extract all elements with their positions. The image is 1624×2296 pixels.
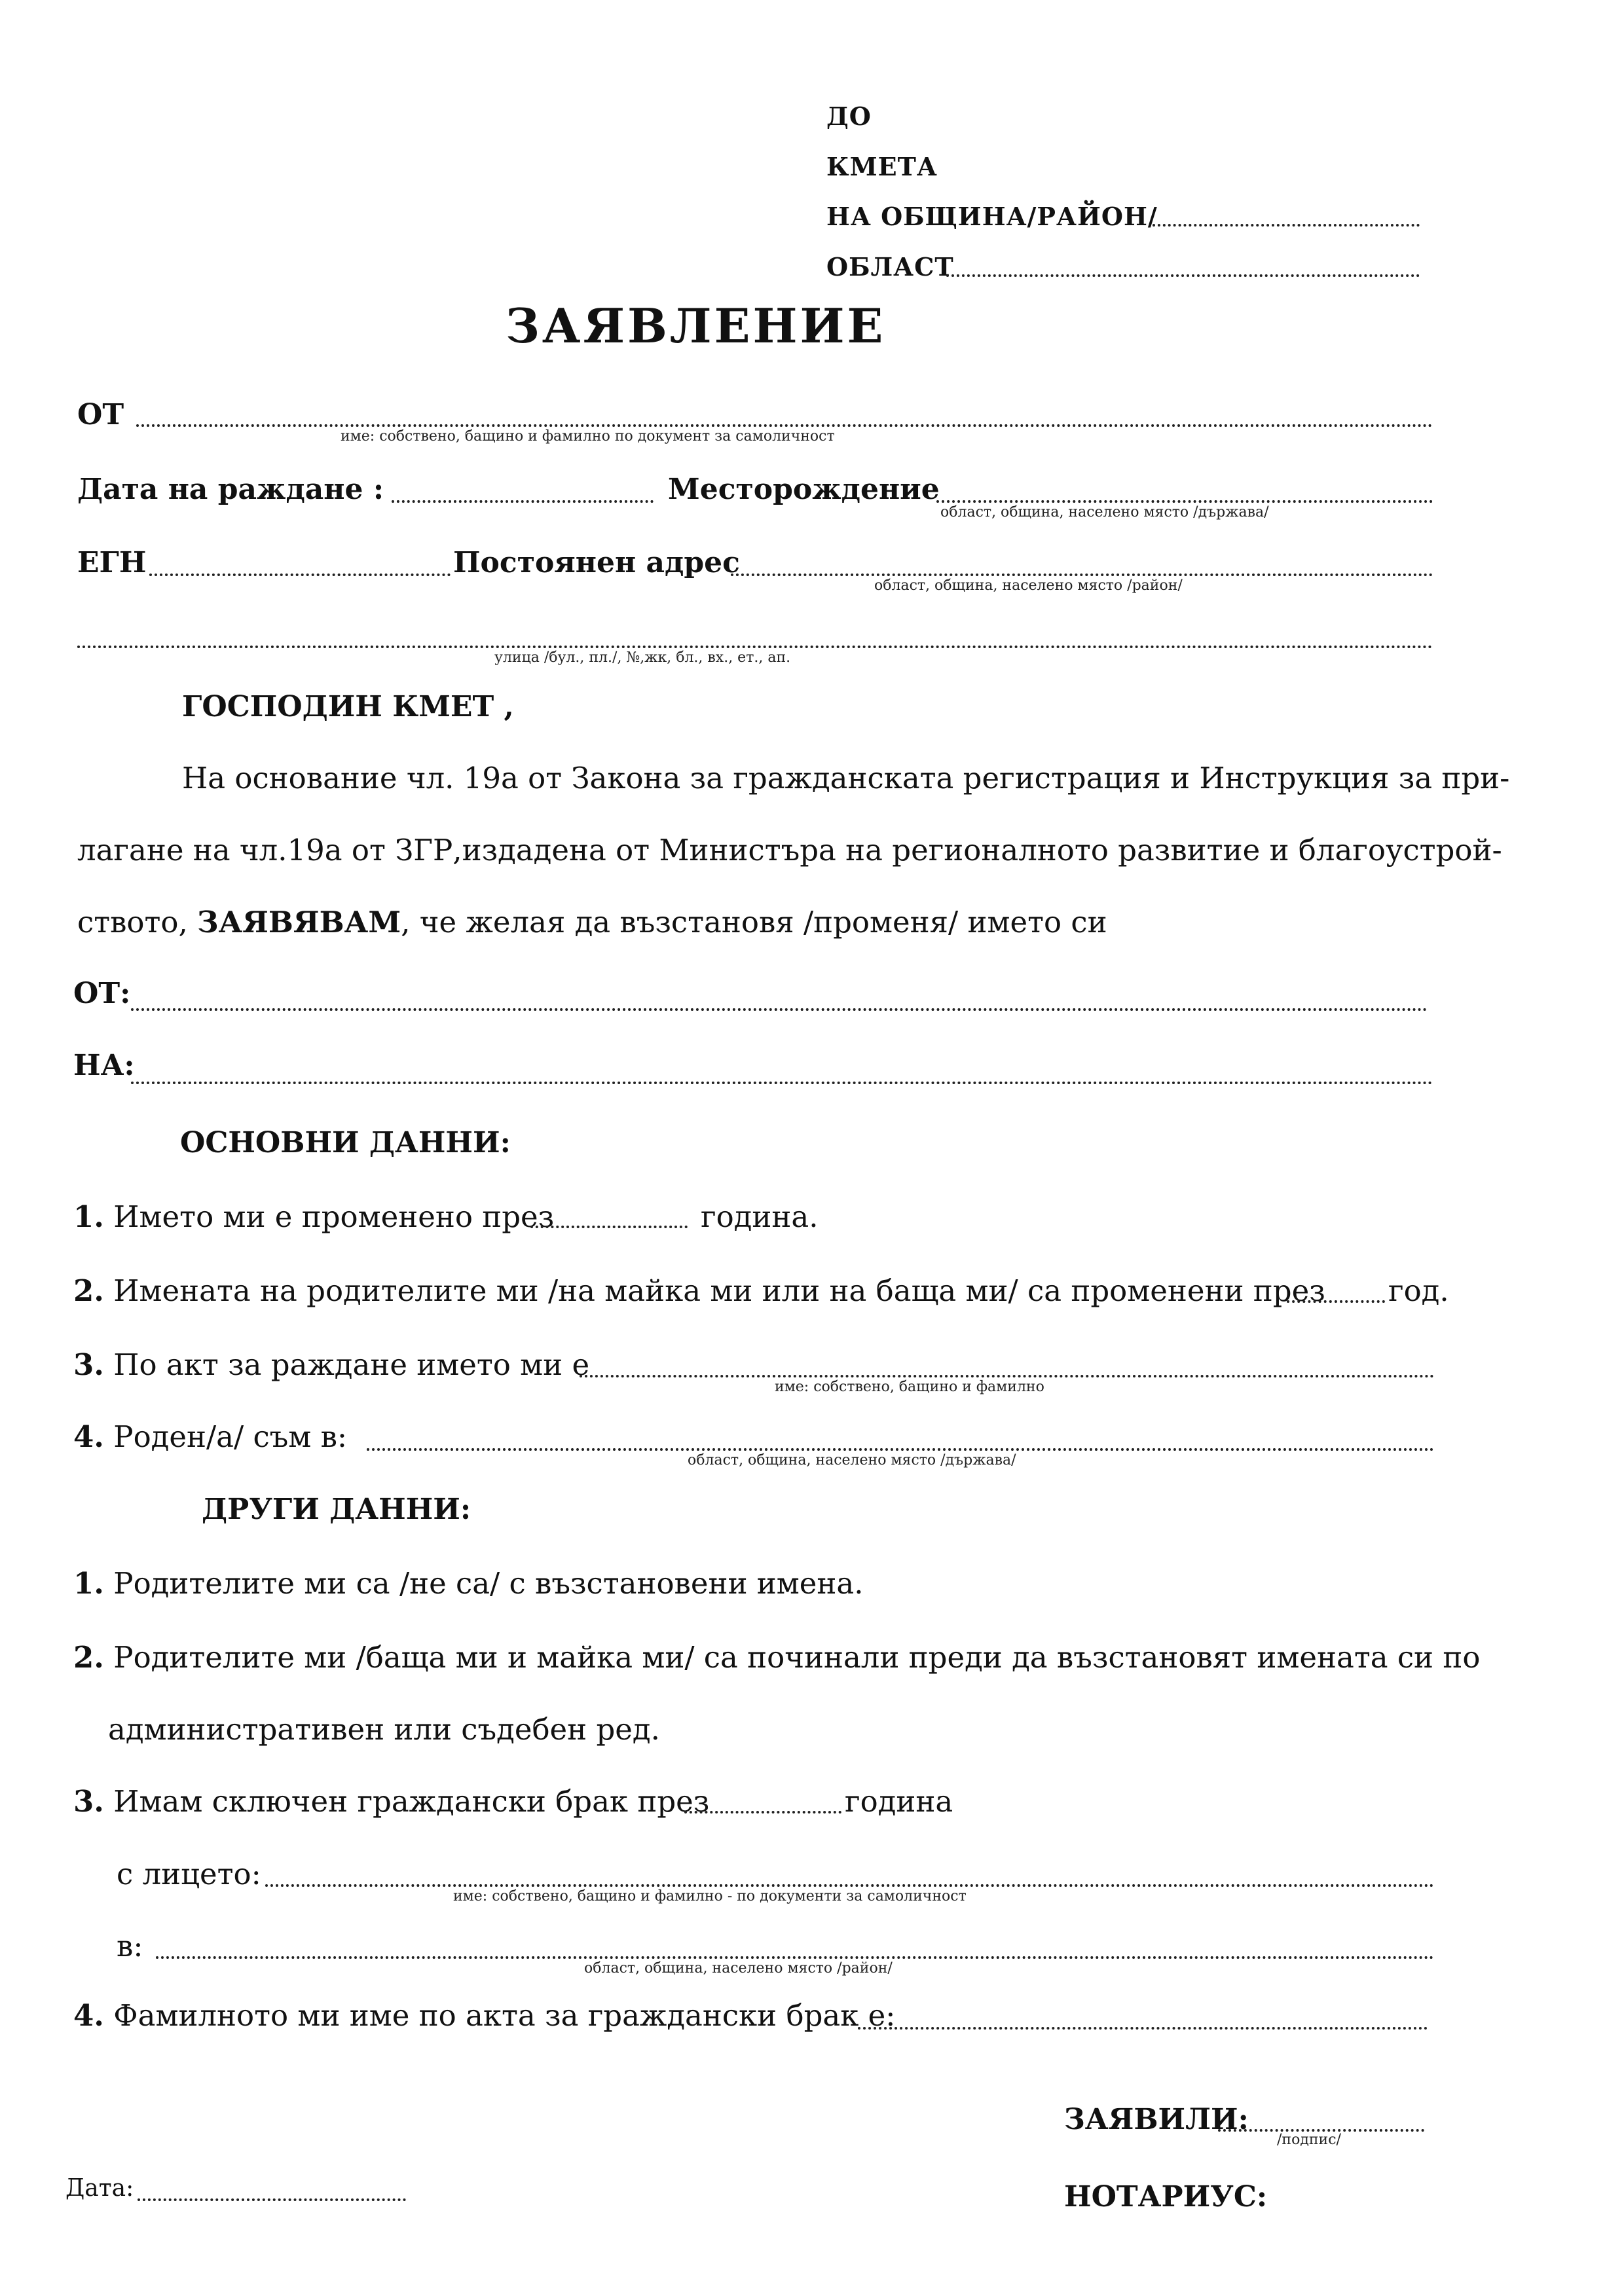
other-item-1-number: 1. bbox=[73, 1566, 104, 1601]
region-field[interactable] bbox=[946, 274, 1420, 277]
name-from-label: ОТ: bbox=[73, 977, 131, 1010]
other-item-1-text: Родителите ми са /не са/ с възстановени имена. bbox=[113, 1566, 864, 1601]
basic-item-4 bbox=[73, 1419, 347, 1454]
basic-item-1 bbox=[73, 1199, 554, 1234]
marriage-place-hint: област, община, населено място /район/ bbox=[584, 1960, 893, 1977]
addressee-line-2: КМЕТА bbox=[826, 152, 938, 181]
egn-field[interactable] bbox=[149, 574, 451, 576]
date-field[interactable] bbox=[138, 2198, 406, 2201]
born-in-hint: област, община, населено място /държава/ bbox=[688, 1452, 1016, 1468]
body-line-3-start: ството, bbox=[77, 905, 188, 939]
body-line-3 bbox=[77, 905, 1107, 939]
basic-item-3-number: 3. bbox=[73, 1347, 104, 1382]
address-hint: област, община, населено място /район/ bbox=[874, 577, 1183, 594]
birth-act-name-field[interactable] bbox=[580, 1375, 1434, 1377]
declare-word: ЗАЯВЯВАМ bbox=[197, 905, 401, 939]
other-item-4 bbox=[73, 1998, 895, 2033]
basic-item-2 bbox=[73, 1273, 1325, 1308]
addressee-line-3: НА ОБЩИНА/РАЙОН/ bbox=[826, 202, 1158, 231]
marriage-surname-field[interactable] bbox=[858, 2027, 1428, 2030]
declarants-label: ЗАЯВИЛИ: bbox=[1064, 2103, 1249, 2136]
spouse-name-hint: име: собствено, бащино и фамилно - по документи за самоличност bbox=[453, 1888, 967, 1904]
basic-item-3 bbox=[73, 1347, 589, 1382]
name-changed-year-field[interactable] bbox=[530, 1226, 688, 1228]
name-to-label: НА: bbox=[73, 1049, 135, 1082]
address-field[interactable] bbox=[731, 574, 1433, 576]
basic-item-2-number: 2. bbox=[73, 1273, 104, 1308]
basic-item-1-suffix: година. bbox=[701, 1199, 819, 1234]
other-item-2-continuation: административен или съдебен ред. bbox=[108, 1712, 660, 1747]
other-item-4-text: Фамилното ми име по акта за граждански брак е: bbox=[113, 1998, 896, 2033]
page-title: ЗАЯВЛЕНИЕ bbox=[506, 298, 886, 354]
body-line-1: На основание чл. 19а от Закона за гражданската регистрация и Инструкция за при- bbox=[182, 761, 1510, 795]
other-item-2-number: 2. bbox=[73, 1640, 104, 1675]
salutation: ГОСПОДИН КМЕТ , bbox=[182, 690, 514, 723]
birthplace-label: Месторождение bbox=[668, 473, 940, 506]
addressee-line-1: ДО bbox=[826, 101, 872, 131]
basic-item-4-number: 4. bbox=[73, 1419, 104, 1454]
born-in-field[interactable] bbox=[367, 1448, 1434, 1451]
municipality-field[interactable] bbox=[1153, 224, 1420, 227]
street-hint: улица /бул., пл./, №,жк, бл., вх., ет., ап. bbox=[494, 649, 791, 666]
name-from-field[interactable] bbox=[131, 1008, 1428, 1011]
parents-changed-year-field[interactable] bbox=[1287, 1300, 1385, 1303]
other-item-2 bbox=[73, 1640, 1480, 1675]
spouse-name-field[interactable] bbox=[265, 1884, 1434, 1887]
applicant-name-hint: име: собствено, бащино и фамилно по документ за самоличност bbox=[341, 428, 835, 445]
birth-act-name-hint: име: собствено, бащино и фамилно bbox=[775, 1379, 1044, 1395]
basic-item-3-text: По акт за раждане името ми е bbox=[113, 1347, 590, 1382]
other-data-heading: ДРУГИ ДАННИ: bbox=[202, 1493, 471, 1526]
marriage-place-field[interactable] bbox=[156, 1956, 1434, 1959]
spouse-label: с лицето: bbox=[117, 1857, 261, 1891]
other-item-1 bbox=[73, 1566, 864, 1601]
date-label: Дата: bbox=[65, 2175, 134, 2202]
basic-item-4-text: Роден/а/ съм в: bbox=[113, 1419, 348, 1454]
basic-data-heading: ОСНОВНИ ДАННИ: bbox=[180, 1126, 511, 1159]
address-label: Постоянен адрес bbox=[453, 546, 740, 579]
basic-item-1-number: 1. bbox=[73, 1199, 104, 1234]
body-line-2: лагане на чл.19а от ЗГР,издадена от Министъра на регионалното развитие и благоустрой- bbox=[77, 833, 1502, 867]
birthdate-field[interactable] bbox=[392, 500, 654, 503]
from-label: ОТ bbox=[77, 398, 124, 431]
addressee-line-4: ОБЛАСТ bbox=[826, 252, 954, 282]
other-item-3-number: 3. bbox=[73, 1784, 104, 1819]
other-item-4-number: 4. bbox=[73, 1998, 104, 2033]
birthdate-label: Дата на раждане : bbox=[77, 473, 384, 506]
birthplace-field[interactable] bbox=[936, 500, 1433, 503]
other-item-3 bbox=[73, 1784, 709, 1819]
other-item-3-text: Имам сключен граждански брак през bbox=[113, 1784, 710, 1819]
basic-item-1-text: Името ми е променено през bbox=[113, 1199, 555, 1234]
basic-item-2-suffix: год. bbox=[1388, 1273, 1449, 1308]
other-item-2-text: Родителите ми /баща ми и майка ми/ са починали преди да възстановят имената си по bbox=[113, 1640, 1481, 1675]
egn-label: ЕГН bbox=[77, 546, 147, 579]
applicant-name-field[interactable] bbox=[136, 424, 1433, 427]
body-line-3-end: , че желая да възстановя /променя/ името си bbox=[401, 905, 1107, 939]
street-field[interactable] bbox=[77, 646, 1433, 648]
notary-label: НОТАРИУС: bbox=[1064, 2180, 1268, 2214]
basic-item-2-text: Имената на родителите ми /на майка ми или на баща ми/ са променени през bbox=[113, 1273, 1325, 1308]
marriage-year-field[interactable] bbox=[684, 1811, 841, 1813]
signature-hint: /подпис/ bbox=[1277, 2132, 1341, 2148]
birthplace-hint: област, община, населено място /държава/ bbox=[940, 504, 1269, 520]
other-item-3-suffix: година bbox=[845, 1784, 953, 1819]
marriage-place-label: в: bbox=[117, 1929, 143, 1963]
name-to-field[interactable] bbox=[131, 1082, 1433, 1084]
